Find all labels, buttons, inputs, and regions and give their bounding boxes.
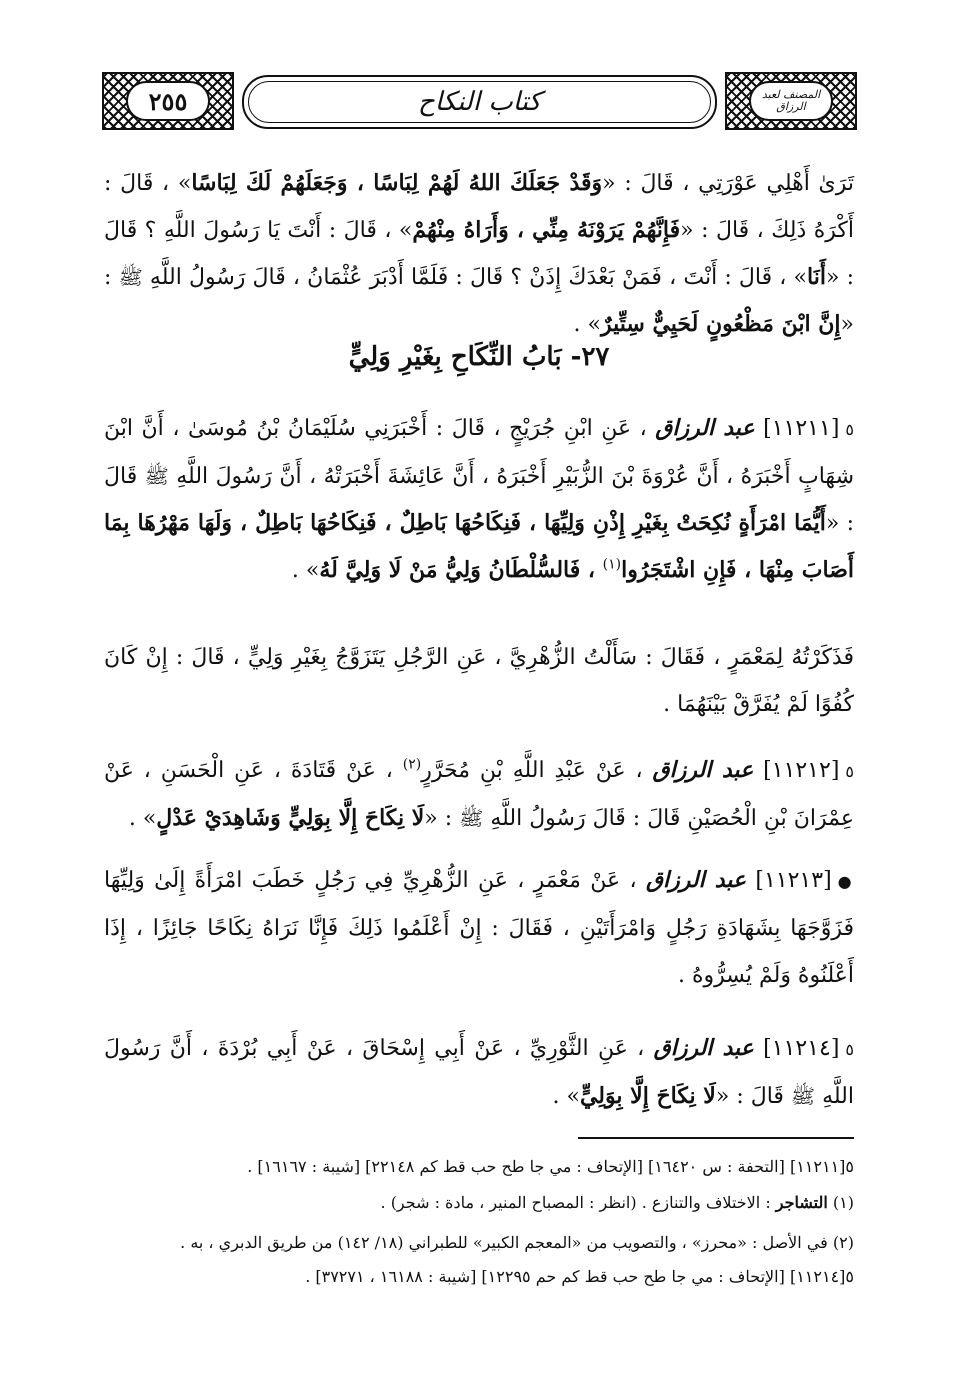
title-cartouche [242, 75, 717, 129]
footnote-takhrij-11211: ٥[١١٢١١] [التحفة : س ١٦٤٢٠] [الإتحاف : مي جا طح حب قط كم ٢٢١٤٨] [شيبة : ١٦١٦٧] . [247, 1157, 854, 1176]
hadith-marker: ٥ [845, 762, 854, 781]
page-number: ٢٥٥ [148, 86, 188, 116]
salawat-symbol: ﷺ [790, 1084, 816, 1108]
footnote-takhrij-11214: ٥[١١٢١٤] [الإتحاف : مي جا طح حب قط كم حم ١٢٢٩٥] [شيبة : ١٦١٨٨ ، ٣٧٢٧١] . [305, 1267, 854, 1286]
logo-ornament [725, 72, 857, 130]
hadith-11211-continuation: فَذَكَرْتُهُ لِمَعْمَرٍ ، فَقَالَ : سَأَلْتُ الزُّهْرِيَّ ، عَنِ الرَّجُلِ يَتَزَوَّجُ بِغَيْرِ وَلِيٍّ ، قَالَ : إِنْ كَانَ كُفُوًا لَمْ يُفَرَّقْ بَيْنَهُمَا . [104, 645, 854, 717]
salawat-symbol: ﷺ [118, 265, 143, 289]
hadith-marker: ● [837, 872, 854, 891]
footnote-2: (٢) في الأصل : «محرز» ، والتصويب من «المعجم الكبير» للطبراني (١٨/ ١٤٢) من طريق الدبري ، به . [180, 1233, 854, 1252]
footnote-1: (١) التشاجر : الاختلاف والتنازع . (انظر : المصباح المنير ، مادة : شجر) . [380, 1193, 854, 1212]
narrator-name: عبد الرزاق [645, 867, 747, 893]
narrator-name: عبد الرزاق [652, 757, 754, 783]
footnote-separator [578, 1137, 854, 1139]
logo-stamp: المصنف لعبد الرزاق [761, 88, 821, 113]
book-title: كتاب النكاح [418, 87, 541, 117]
page-number-ornament [102, 72, 234, 130]
narrator-name: عبد الرزاق [653, 1035, 754, 1061]
hadith-11213: ●[١١٢١٣] عبد الرزاق ، عَنْ مَعْمَرٍ ، عَنِ الزُّهْرِيِّ فِي رَجُلٍ خَطَبَ امْرَأَةً إِلَىٰ وَلِيِّهَا فَزَوَّجَهَا بِشَهَادَةِ رَجُلٍ وَامْرَأَتَيْنِ ، فَقَالَ : إِنْ أَعْلَمُوا ذَلِكَ فَإِنَّا نَرَاهُ نِكَاحًا جَائِزًا ، إِذَا أَعْلَنُوهُ وَلَمْ يُسِرُّوهُ . [104, 867, 854, 988]
hadith-marker: ٥ [845, 420, 854, 439]
hadith-number: [١١٢١١] [763, 416, 840, 441]
intro-paragraph: تَرَىٰ أَهْلِي عَوْرَتِي ، قَالَ : «وَقَدْ جَعَلَكَ اللهُ لَهُمْ لِبَاسًا ، وَجَعَلَهُمْ لَكَ لِبَاسًا» ، قَالَ : أَكْرَهُ ذَلِكَ ، قَالَ : «فَإِنَّهُمْ يَرَوْنَهُ مِنِّي ، وَأَرَاهُ مِنْهُمْ» ، قَالَ : أَنْتَ يَا رَسُولَ اللَّهِ ؟ قَالَ : «أَنَا» ، قَالَ : أَنْتَ ، فَمَنْ بَعْدَكَ إِذَنْ ؟ قَالَ : فَلَمَّا أَدْبَرَ عُثْمَانُ ، قَالَ رَسُولُ اللَّهِ ﷺ : «إِنَّ ابْنَ مَظْعُونٍ لَحَيِيٌّ سِتِّيرٌ» . [104, 170, 855, 337]
page-header [102, 72, 857, 130]
hadith-number: [١١٢١٤] [763, 1036, 840, 1061]
narrator-name: عبد الرزاق [655, 415, 755, 441]
hadith-11212: ٥[١١٢١٢] عبد الرزاق ، عَنْ عَبْدِ اللَّهِ بْنِ مُحَرَّرٍ$^{(٢)}$ ، عَنْ قَتَادَةَ ، عَنِ الْحَسَنِ ، عَنْ عِمْرَانَ بْنِ الْحُصَيْنِ قَالَ : قَالَ رَسُولُ اللَّهِ ﷺ : «لَا نِكَاحَ إِلَّا بِوَلِيٍّ وَشَاهِدَيْ عَدْلٍ» . [104, 756, 854, 831]
hadith-number: [١١٢١٣] [755, 868, 832, 893]
salawat-symbol: ﷺ [144, 464, 169, 488]
chapter-heading: ٢٧- بَابُ النِّكَاحِ بِغَيْرِ وَلِيٍّ [348, 342, 610, 372]
hadith-11214: ٥[١١٢١٤] عبد الرزاق ، عَنِ الثَّوْرِيِّ ، عَنْ أَبِي إِسْحَاقَ ، عَنْ أَبِي بُرْدَةَ ، أَنَّ رَسُولَ اللَّهِ ﷺ قَالَ : «لَا نِكَاحَ إِلَّا بِوَلِيٍّ» . [104, 1035, 854, 1109]
salawat-symbol: ﷺ [459, 806, 484, 830]
hadith-marker: ٥ [845, 1040, 854, 1059]
footnote-ref: (٢) [402, 756, 422, 773]
hadith-number: [١١٢١٢] [763, 758, 840, 783]
footnote-ref: (١) [602, 556, 622, 573]
hadith-11211: ٥[١١٢١١] عبد الرزاق ، عَنِ ابْنِ جُرَيْجٍ ، قَالَ : أَخْبَرَنِي سُلَيْمَانُ بْنُ مُوسَىٰ ، أَنَّ ابْنَ شِهَابٍ أَخْبَرَهُ ، أَنَّ عُرْوَةَ بْنَ الزُّبَيْرِ أَخْبَرَهُ ، أَنَّ عَائِشَةَ أَخْبَرَتْهُ ، أَنَّ رَسُولَ اللَّهِ ﷺ قَالَ : «أَيُّمَا امْرَأَةٍ نُكِحَتْ بِغَيْرِ إِذْنِ وَلِيِّهَا ، فَنِكَاحُهَا بَاطِلٌ ، فَنِكَاحُهَا بَاطِلٌ ، وَلَهَا مَهْرُهَا بِمَا أَصَابَ مِنْهَا ، فَإِنِ اشْتَجَرُوا$^{(١)}$ ، فَالسُّلْطَانُ وَلِيُّ مَنْ لَا وَلِيَّ لَهُ» . [104, 415, 855, 583]
